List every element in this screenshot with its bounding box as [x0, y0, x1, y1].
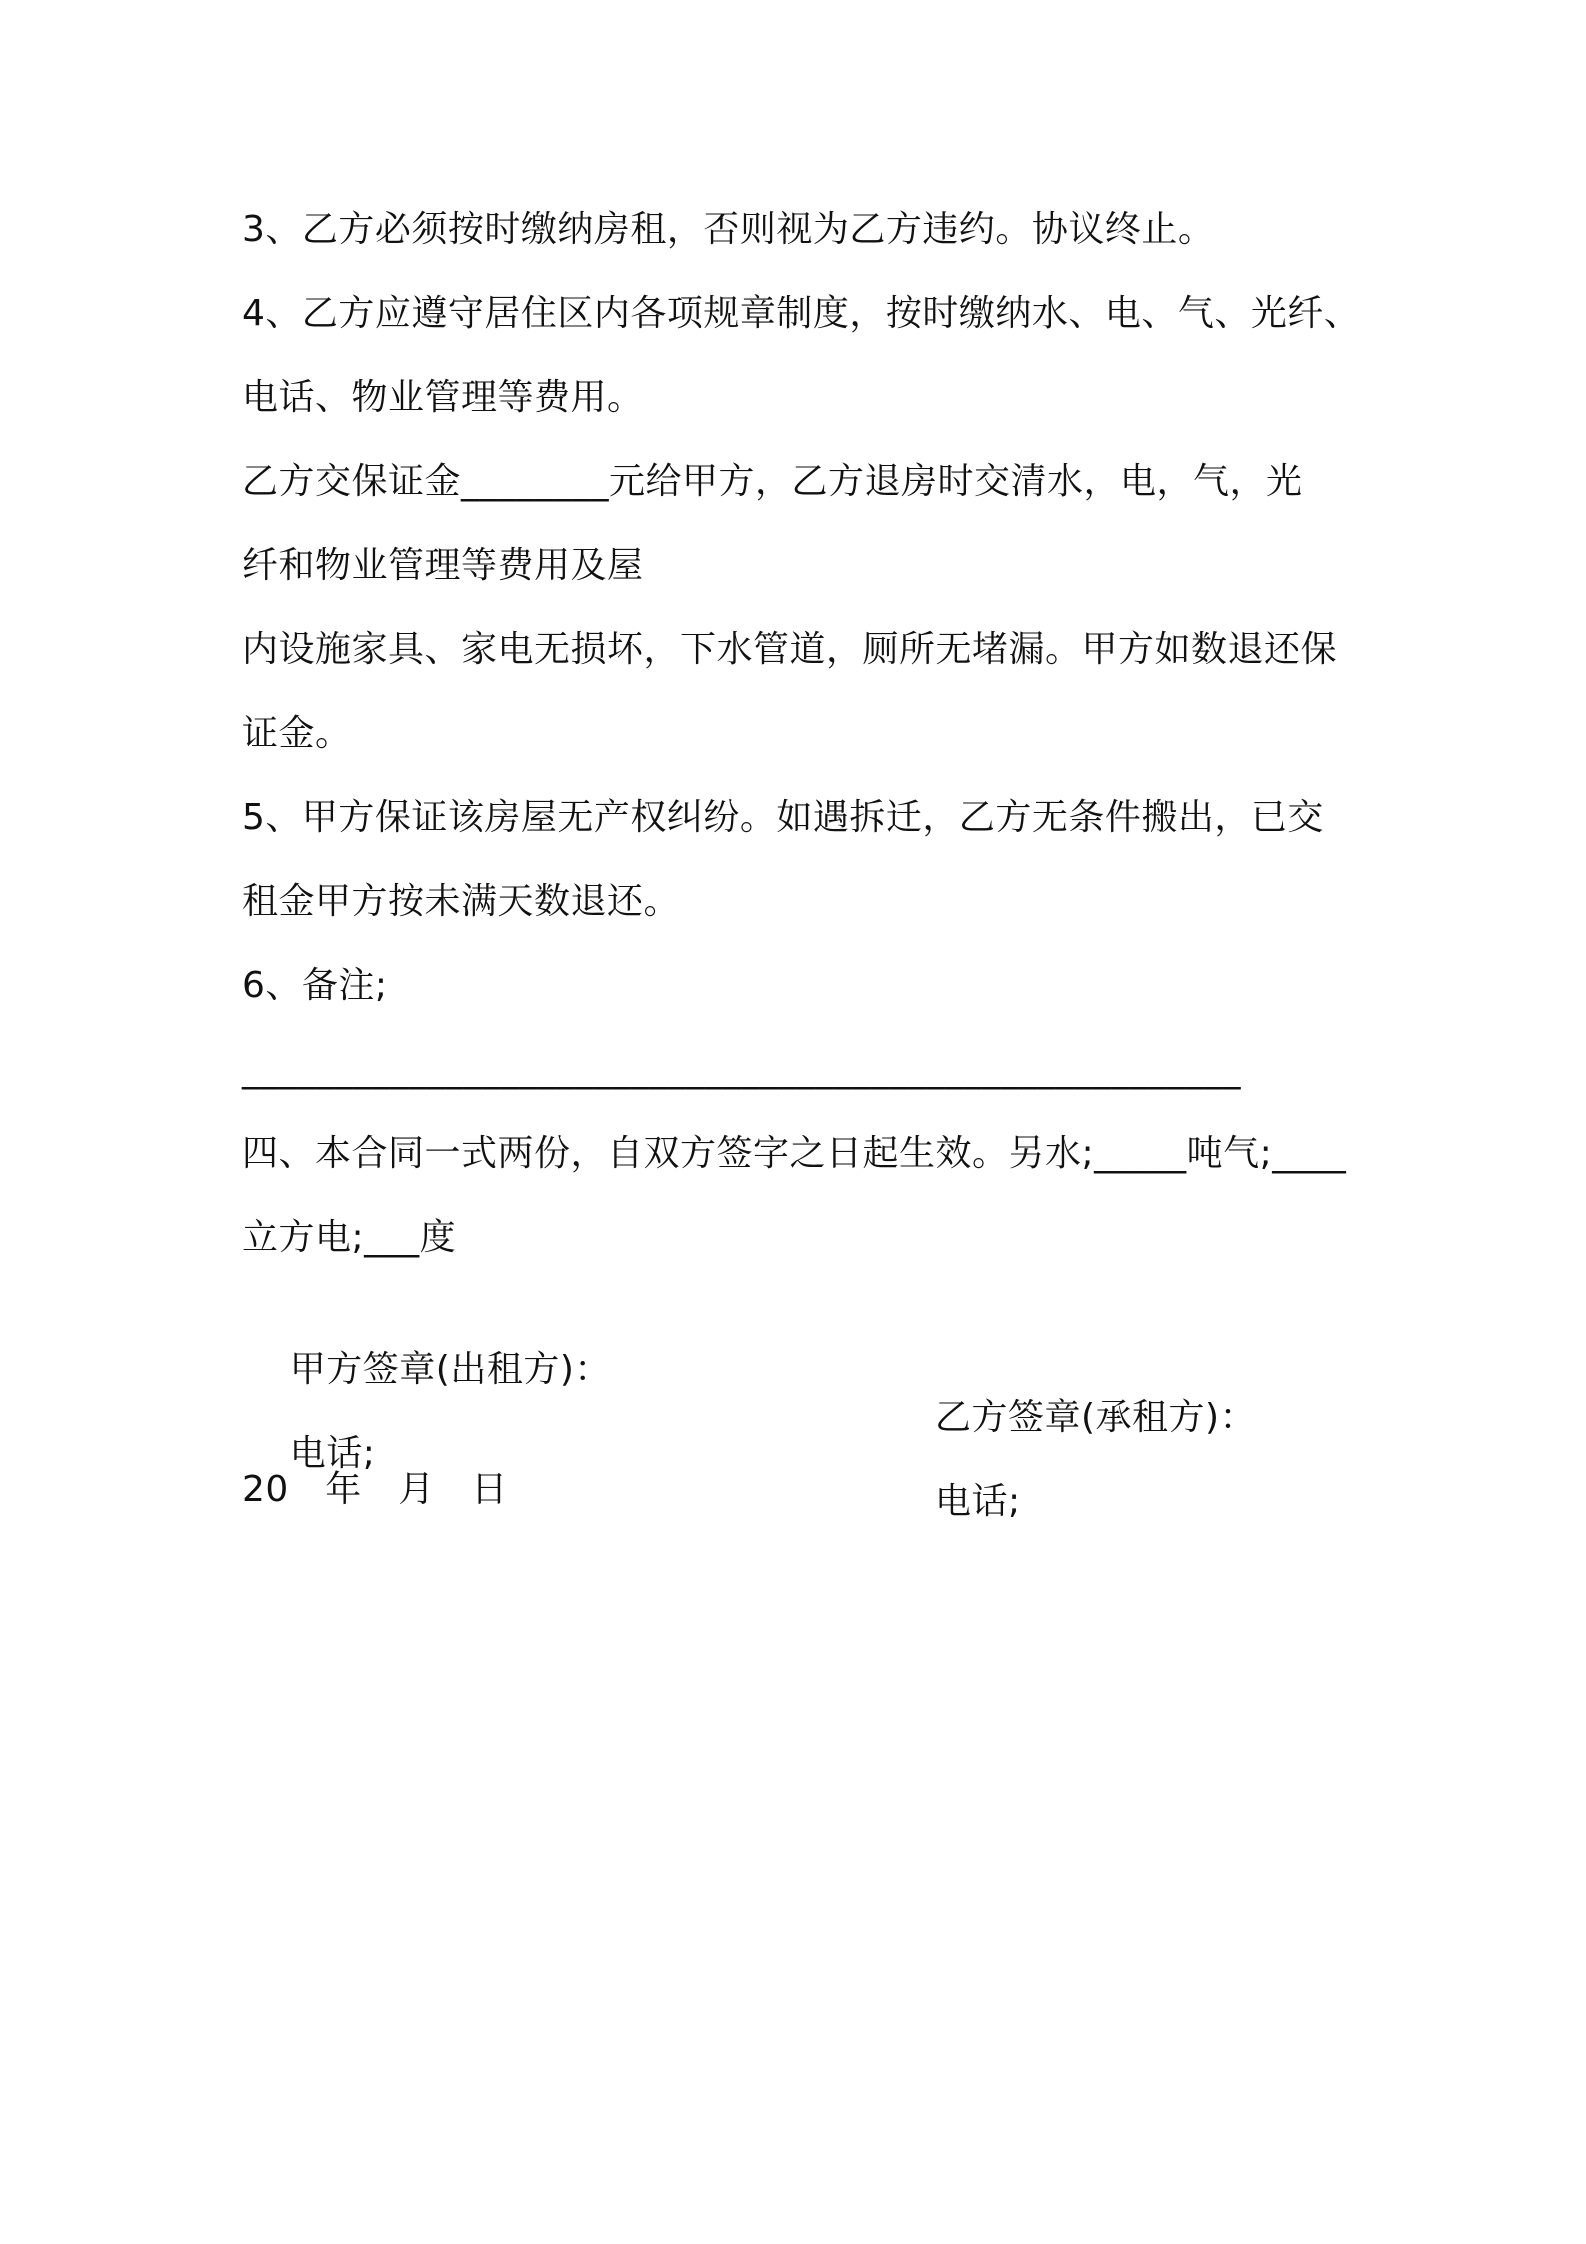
clause-5-line-1: 5、甲方保证该房屋无产权纠纷。如遇拆迁，乙方无条件搬出，已交 — [242, 797, 1324, 838]
date-line: 20 年 月 日 — [242, 1469, 508, 1510]
clause-3: 3、乙方必须按时缴纳房租，否则视为乙方违约。协议终止。 — [242, 209, 1215, 250]
party-b-phone-label: 电话; — [935, 1481, 1021, 1522]
clause-4-line-2: 电话、物业管理等费用。 — [242, 377, 644, 418]
deposit-line-1: 乙方交保证金________元给甲方，乙方退房时交清水，电，气，光 — [242, 461, 1303, 502]
deposit-line-4: 证金。 — [242, 713, 352, 754]
clause-5-line-2: 租金甲方按未满天数退还。 — [242, 881, 681, 922]
clause-6-remarks: 6、备注; — [242, 965, 388, 1006]
deposit-line-2: 纤和物业管理等费用及屋 — [242, 545, 644, 586]
party-a-phone-label: 电话; — [289, 1433, 376, 1474]
party-b-signature-label: 乙方签章(承租方)： — [935, 1397, 1257, 1438]
deposit-line-3: 内设施家具、家电无损坏，下水管道，厕所无堵漏。甲方如数退还保 — [242, 629, 1338, 670]
party-a-signature-label: 甲方签章(出租方)： — [289, 1349, 611, 1390]
remarks-blank-line: ______________________________________________________ — [242, 1049, 1241, 1090]
clause-four-line-2: 立方电;___度 — [242, 1217, 457, 1258]
clause-four-line-1: 四、本合同一式两份，自双方签字之日起生效。另水;_____吨气;____ — [242, 1133, 1347, 1174]
clause-4-line-1: 4、乙方应遵守居住区内各项规章制度，按时缴纳水、电、气、光纤、 — [242, 293, 1361, 334]
